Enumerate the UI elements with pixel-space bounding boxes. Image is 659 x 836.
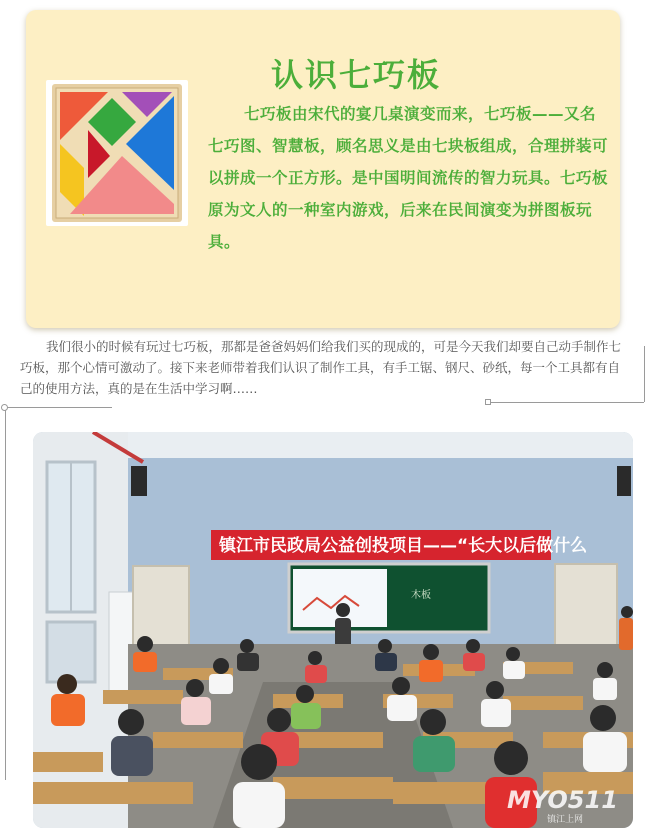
banner-text: 镇江市民政局公益创投项目——“长大以后做什么 [219,536,588,556]
card-description: 七巧板由宋代的宴几桌演变而来，七巧板——又名七巧图、智慧板，顾名思义是由七块板组成，合理拼装可以拼成一个正方形。是中国明间流传的智力玩具。七巧板原为文人的一种室内游戏，后来在民间演变为拼图板玩具。 [208,105,609,251]
decor-line-left-v [5,410,6,780]
tangram-image [46,80,188,226]
watermark-sub: 镇江上网 [547,815,584,825]
story-paragraph: 我们很小的时候有玩过七巧板，那都是爸爸妈妈们给我们买的现成的，可是今天我们却要自己动手制作七巧板，那个心情可激动了。接下来老师带着我们认识了制作工具，有手工锯、钢尺、砂纸，每一个工具都有自己的使用方法，真的是在生活中学习啊…… [20,339,622,396]
tangram-icon [46,80,188,226]
watermark-brand: MYO511 [507,786,618,814]
decor-line-left-h [4,407,112,408]
decor-line-right-v [644,346,645,402]
classroom-scene [33,432,633,828]
card-title: 认识七巧板 [270,56,441,94]
board-text: 木板 [411,590,431,601]
intro-card [26,10,620,328]
classroom-photo [33,432,633,828]
decor-line-right-h [489,402,644,403]
decor-square-right [485,399,491,405]
